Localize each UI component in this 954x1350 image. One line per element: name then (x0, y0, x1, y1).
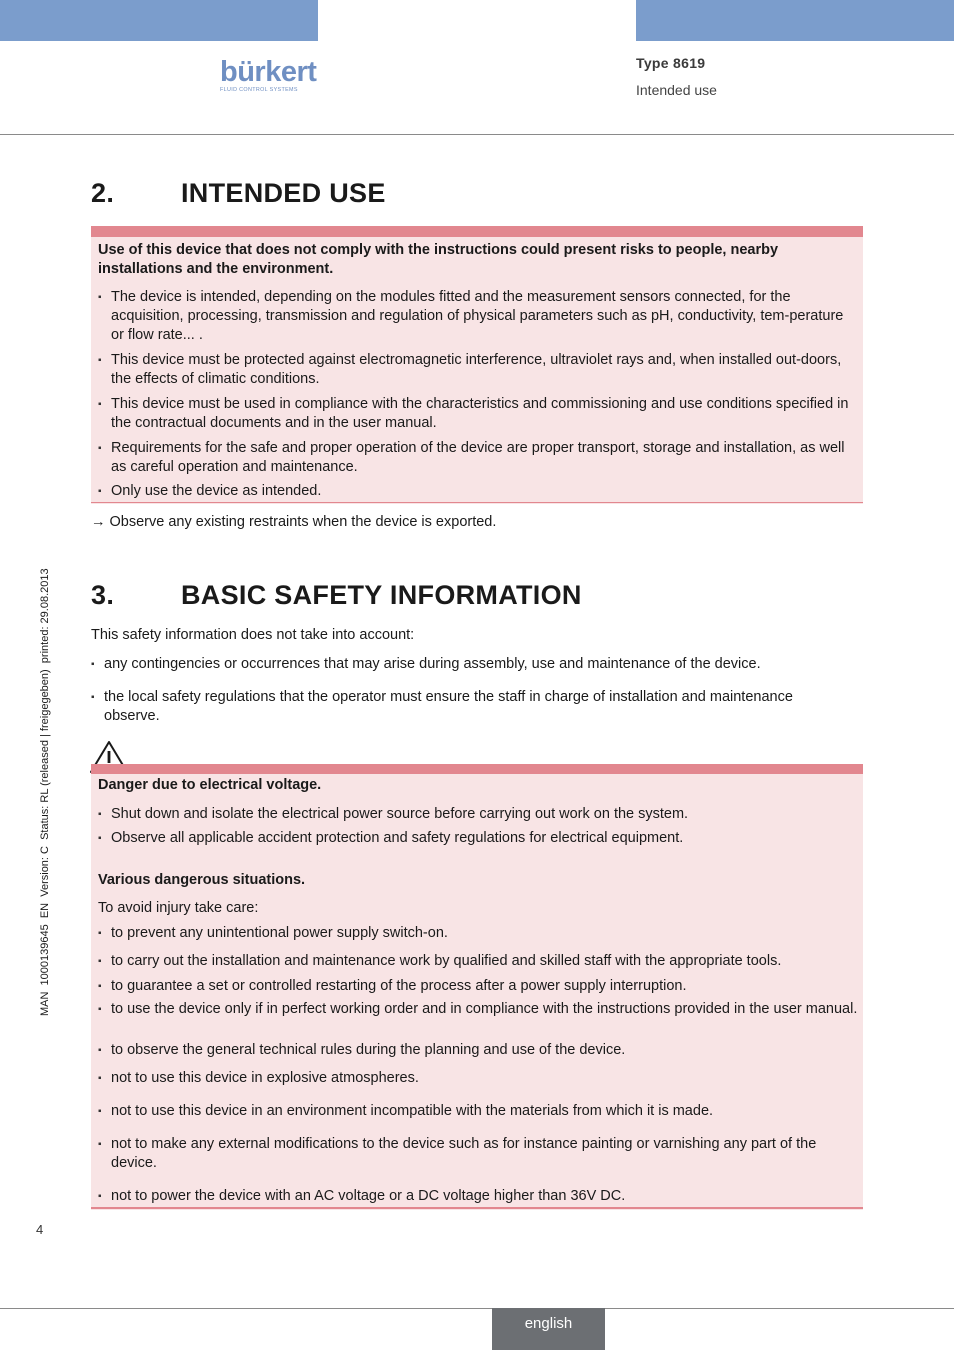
footer-divider (0, 1308, 954, 1309)
header-divider (0, 134, 954, 135)
danger-title: Danger due to electrical voltage. (98, 777, 322, 793)
section-number: 2. (91, 178, 115, 208)
list-item: ▪ to carry out the installation and maintenance work by qualified and skilled staff with the appropriate tools. (98, 952, 858, 971)
list-item: ▪ Shut down and isolate the electrical power source before carrying out work on the system. (98, 805, 858, 824)
header-bar-left (0, 0, 318, 41)
list-item: ▪ to guarantee a set or controlled restarting of the process after a power supply interruption. (98, 977, 858, 996)
section-title: BASIC SAFETY INFORMATION (181, 580, 582, 610)
export-note: → Observe any existing restraints when the device is exported. (91, 514, 497, 530)
page-number: 4 (36, 1222, 44, 1237)
section-3-heading (91, 580, 582, 611)
warning-bottom-rule (91, 502, 863, 503)
logo-tagline: FLUID CONTROL SYSTEMS (220, 87, 298, 93)
list-item: ▪ This device must be used in compliance with the characteristics and commissioning and use conditions specified in the contractual documents and in the user manual. (98, 395, 858, 433)
list-item: ▪ to observe the general technical rules during the planning and use of the device. (98, 1041, 858, 1060)
list-item: ▪ the local safety regulations that the operator must ensure the staff in charge of installation and maintenance observe. (91, 688, 851, 726)
list-item: ▪ not to make any external modifications to the device such as for instance painting or varnishing any part of the device. (98, 1135, 858, 1173)
company-logo (220, 57, 320, 93)
logo-wordmark: bürkert (220, 56, 317, 88)
list-item: ▪ Observe all applicable accident protection and safety regulations for electrical equipment. (98, 829, 858, 848)
list-item: ▪ to use the device only if in perfect working order and in compliance with the instructions provided in the user manual. (98, 1001, 858, 1018)
warning-stripe (91, 764, 863, 774)
document-margin-note: MAN 1000139645 EN Version: C Status: RL (released | freigegeben) printed: 29.08.2013 (39, 568, 51, 1016)
document-type: Type 8619 (636, 55, 706, 71)
various-dangers-intro: To avoid injury take care: (98, 900, 259, 916)
list-item: ▪ This device must be protected against electromagnetic interference, ultraviolet rays and, when installed out-doors, the effects of climatic conditions. (98, 351, 858, 389)
list-item: ▪ The device is intended, depending on the modules fitted and the measurement sensors connected, for the acquisition, processing, transmission and regulation of physical parameters such as pH, conductivity, tem-perature or flow rate... . (98, 288, 858, 345)
section-title: INTENDED USE (181, 178, 386, 208)
safety-intro: This safety information does not take into account: (91, 627, 415, 643)
warning-lead-text: Use of this device that does not comply with the instructions could present risks to people, nearby installations and the environment. (98, 242, 779, 277)
list-item: ▪ Requirements for the safe and proper operation of the device are proper transport, storage and installation, as well as careful operation and maintenance. (98, 439, 858, 477)
list-item: ▪ to prevent any unintentional power supply switch-on. (98, 924, 858, 943)
various-dangers-title: Various dangerous situations. (98, 872, 306, 888)
list-item: ▪ not to use this device in an environment incompatible with the materials from which it is made. (98, 1102, 858, 1121)
list-item: ▪ not to use this device in explosive atmospheres. (98, 1069, 858, 1088)
warning-stripe (91, 226, 863, 237)
header-bar-right (636, 0, 954, 41)
section-number: 3. (91, 580, 115, 610)
warning-bottom-rule (91, 1207, 863, 1209)
list-item: ▪ any contingencies or occurrences that may arise during assembly, use and maintenance of the device. (91, 655, 851, 674)
intended-use-warning-box (91, 226, 863, 504)
running-section-title: Intended use (636, 82, 717, 98)
danger-warning-box (91, 764, 863, 1210)
section-2-heading (91, 178, 386, 209)
list-item: ▪ Only use the device as intended. (98, 482, 858, 501)
language-tab: english (492, 1308, 605, 1350)
list-item: ▪ not to power the device with an AC voltage or a DC voltage higher than 36V DC. (98, 1187, 858, 1206)
